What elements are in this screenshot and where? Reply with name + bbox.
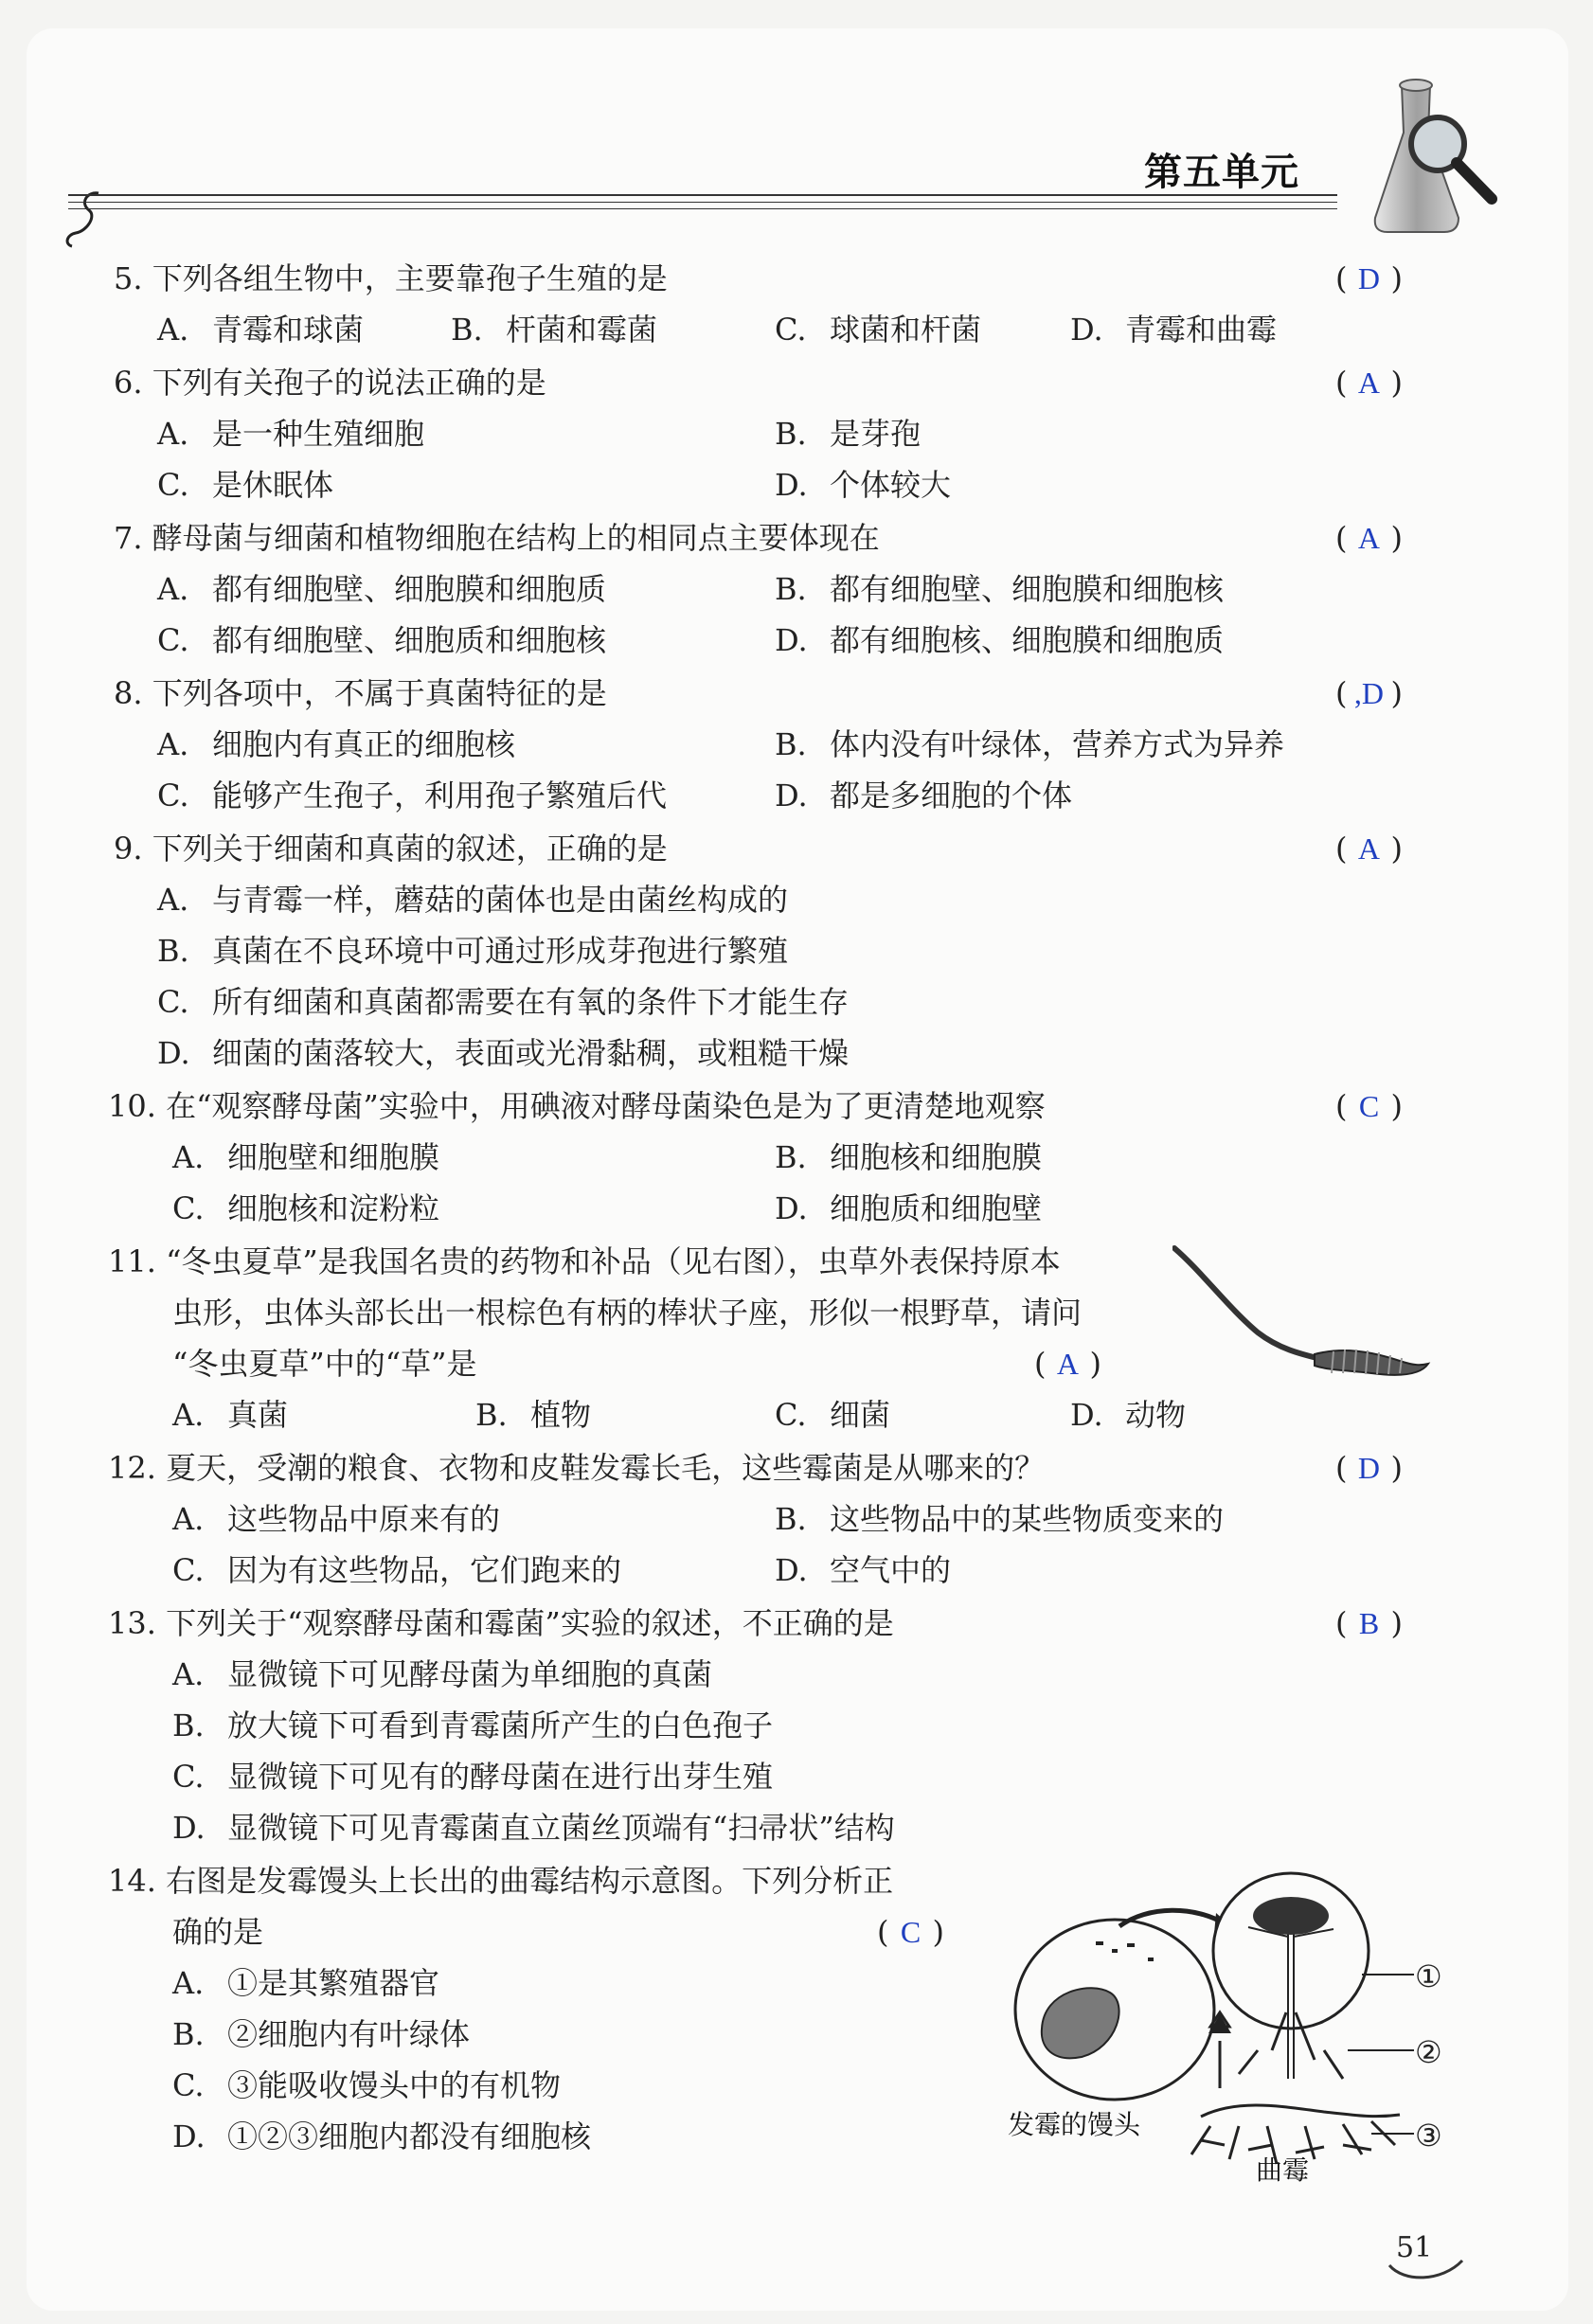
question-number: 5. [114,260,143,296]
moldy-bread-label: 发霉的馒头 [1008,2109,1141,2140]
option-12b: B. 这些物品中的某些物质变来的 [775,1501,1225,1537]
question-11-stem-line1: 11. “冬虫夏草”是我国名贵的药物和补品（见右图），虫草外表保持原本 [108,1243,1061,1279]
option-7b: B. 都有细胞壁、细胞膜和细胞核 [775,571,1225,607]
question-11-stem-line3: “冬虫夏草”中的“草”是 [172,1346,477,1382]
cordyceps-figure [1172,1242,1438,1385]
option-12d: D. 空气中的 [775,1552,952,1588]
option-13c: C. 显微镜下可见有的酵母菌在进行出芽生殖 [172,1759,774,1795]
answer-bracket-14: ( C ) [877,1914,944,1950]
option-6c: C. 是休眠体 [157,467,334,503]
unit-title: 第五单元 [1144,150,1299,194]
callout-3: ③ [1415,2118,1442,2154]
option-6d: D. 个体较大 [775,467,952,503]
answer-bracket-5: ( D ) [1335,260,1403,296]
option-8c: C. 能够产生孢子，利用孢子繁殖后代 [157,778,668,813]
option-10b: B. 细胞核和细胞膜 [775,1139,1043,1175]
question-13-stem: 13. 下列关于“观察酵母菌和霉菌”实验的叙述，不正确的是 [108,1605,894,1641]
answer-bracket-9: ( A ) [1335,831,1403,867]
option-7c: C. 都有细胞壁、细胞质和细胞核 [157,622,607,658]
answer-bracket-8: ( ,D ) [1335,675,1403,711]
option-12c: C. 因为有这些物品，它们跑来的 [172,1552,622,1588]
option-8d: D. 都是多细胞的个体 [775,778,1073,813]
option-14d: D. ①②③细胞内都没有细胞核 [172,2118,592,2154]
question-8-stem: 8. 下列各项中，不属于真菌特征的是 [114,675,607,711]
question-14-stem-line1: 14. 右图是发霉馒头上长出的曲霉结构示意图。下列分析正 [108,1863,894,1899]
option-8b: B. 体内没有叶绿体，营养方式为异养 [775,726,1285,762]
option-10d: D. 细胞质和细胞壁 [775,1190,1043,1226]
header-rule-bottom [68,208,1337,209]
option-10a: A. 细胞壁和细胞膜 [172,1139,440,1175]
option-6a: A. 是一种生殖细胞 [157,416,425,452]
option-13a: A. 显微镜下可见酵母菌为单细胞的真菌 [172,1656,713,1692]
question-7-stem: 7. 酵母菌与细菌和植物细胞在结构上的相同点主要体现在 [114,520,880,556]
option-13b: B. 放大镜下可看到青霉菌所产生的白色孢子 [172,1707,774,1743]
option-11b: B. 植物 [475,1397,592,1433]
page-number: 51 [1396,2231,1433,2264]
option-13d: D. 显微镜下可见青霉菌直立菌丝顶端有“扫帚状”结构 [172,1810,895,1846]
option-14c: C. ③能吸收馒头中的有机物 [172,2067,562,2103]
question-text: 下列各组生物中，主要靠孢子生殖的是 [152,260,668,296]
question-5-stem [114,259,668,297]
answer-bracket-12: ( D ) [1335,1450,1403,1486]
option-9d: D. 细菌的菌落较大，表面或光滑黏稠，或粗糙干燥 [157,1035,850,1071]
question-14-stem-line2: 确的是 [172,1914,264,1950]
flask-magnifier-icon [1364,76,1506,241]
answer-bracket-7: ( A ) [1335,520,1403,556]
option-7a: A. 都有细胞壁、细胞膜和细胞质 [157,571,607,607]
option-5b: B. 杆菌和霉菌 [451,312,658,348]
answer-value: D [1357,261,1381,295]
option-11d: D. 动物 [1070,1397,1187,1433]
option-5c: C. 球菌和杆菌 [775,312,982,348]
question-6-stem: 6. 下列有关孢子的说法正确的是 [114,365,546,401]
answer-bracket-10: ( C ) [1335,1088,1403,1124]
option-9a: A. 与青霉一样，蘑菇的菌体也是由菌丝构成的 [157,882,789,918]
question-9-stem: 9. 下列关于细菌和真菌的叙述，正确的是 [114,831,668,867]
option-11a: A. 真菌 [172,1397,289,1433]
option-6b: B. 是芽孢 [775,416,922,452]
aspergillus-label: 曲霉 [1256,2154,1310,2186]
option-5a: A. 青霉和球菌 [157,312,365,348]
header-rule-mid [68,202,1337,203]
option-14a: A. ①是其繁殖器官 [172,1965,440,2001]
option-12a: A. 这些物品中原来有的 [172,1501,501,1537]
answer-bracket-11: ( A ) [1034,1346,1101,1382]
option-9c: C. 所有细菌和真菌都需要在有氧的条件下才能生存 [157,984,850,1020]
callout-1: ① [1415,1958,1442,1994]
question-11-stem-line2: 虫形，虫体头部长出一根棕色有柄的棒状子座，形似一根野草，请问 [172,1295,1083,1331]
option-5d: D. 青霉和曲霉 [1070,312,1278,348]
option-11c: C. 细菌 [775,1397,891,1433]
option-7d: D. 都有细胞核、细胞膜和细胞质 [775,622,1225,658]
callout-2: ② [1415,2034,1442,2070]
answer-bracket-13: ( B ) [1335,1605,1403,1641]
question-10-stem: 10. 在“观察酵母菌”实验中，用碘液对酵母菌染色是为了更清楚地观察 [108,1088,1046,1124]
option-14b: B. ②细胞内有叶绿体 [172,2016,471,2052]
option-9b: B. 真菌在不良环境中可通过形成芽孢进行繁殖 [157,933,789,969]
option-8a: A. 细胞内有真正的细胞核 [157,726,516,762]
question-12-stem: 12. 夏天，受潮的粮食、衣物和皮鞋发霉长毛，这些霉菌是从哪来的？ [108,1450,1046,1486]
option-10c: C. 细胞核和淀粉粒 [172,1190,440,1226]
answer-bracket-6: ( A ) [1335,365,1403,401]
